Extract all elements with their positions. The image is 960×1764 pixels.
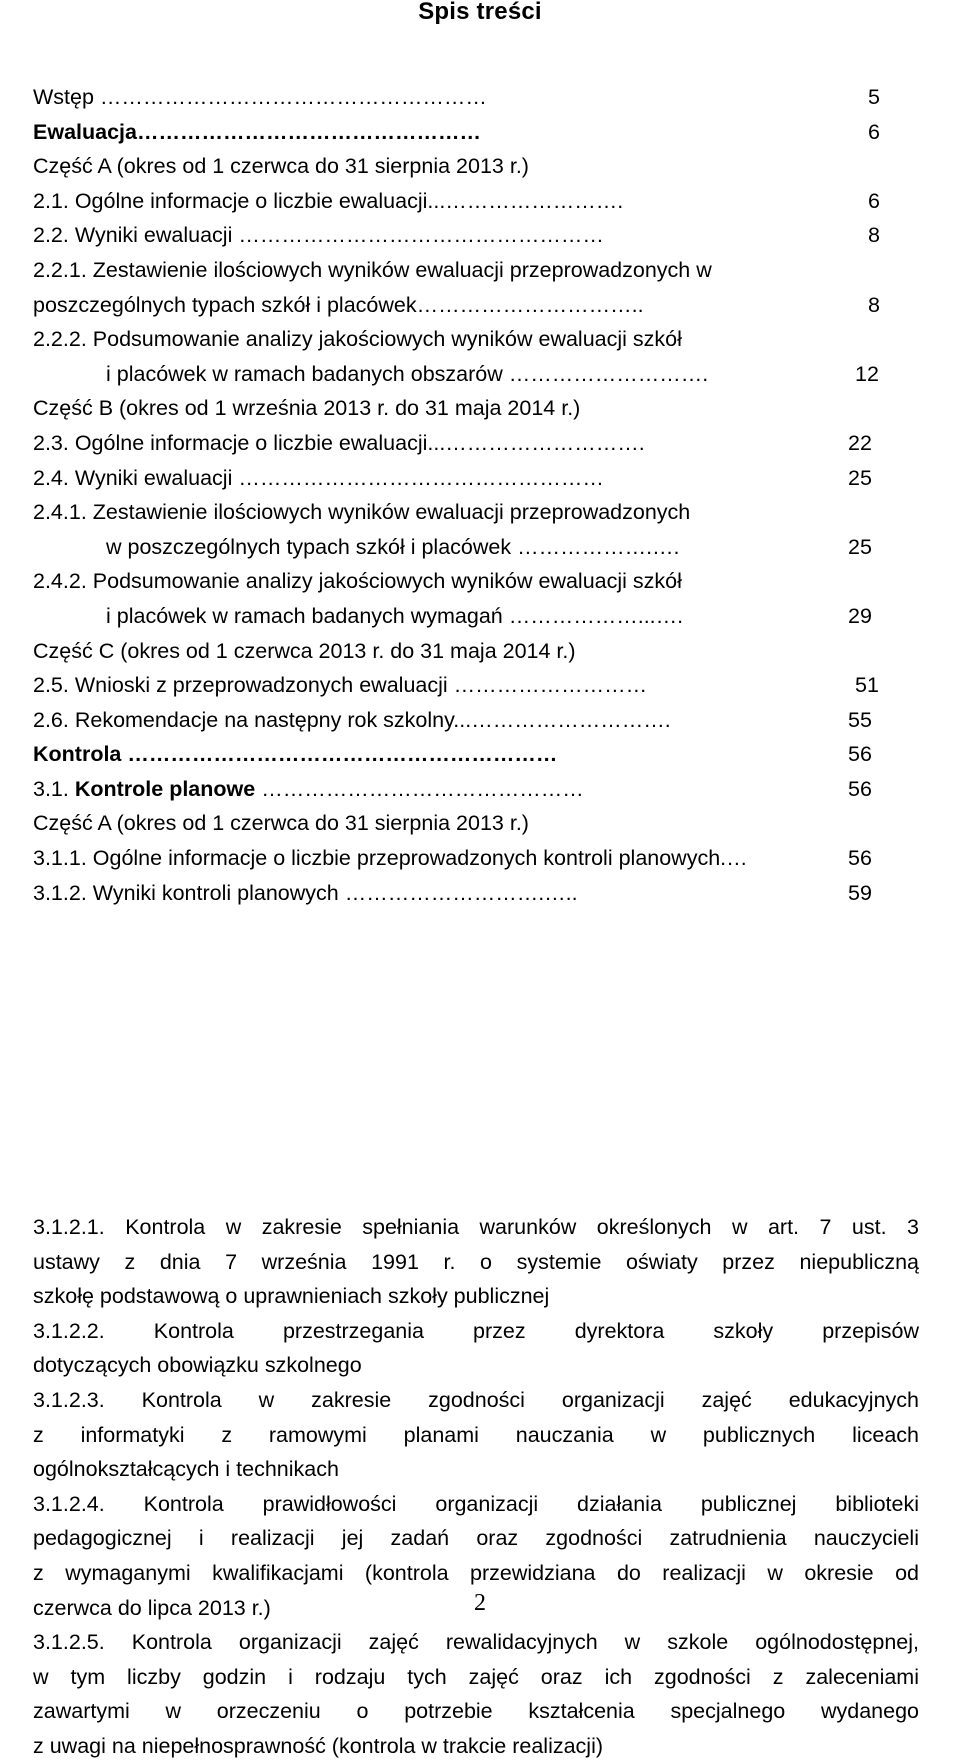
toc-entry-page: 56 bbox=[848, 776, 872, 801]
subsection-line: z uwagi na niepełnosprawność (kontrola w trakcie realizacji) bbox=[33, 1733, 604, 1758]
toc-entry[interactable] bbox=[33, 876, 925, 911]
toc-entry-page: 8 bbox=[868, 223, 880, 248]
toc-entry[interactable] bbox=[33, 391, 925, 426]
toc-entry[interactable] bbox=[33, 461, 925, 496]
subsection-line: 3.1.2.5. Kontrola organizacji zajęć rewalidacyjnych w szkole ogólnodostępnej, bbox=[33, 1630, 919, 1655]
page-number: 2 bbox=[474, 1590, 486, 1616]
toc-entry-title: Część A (okres od 1 czerwca do 31 sierpnia 2013 r.) bbox=[33, 154, 529, 179]
toc-entry[interactable] bbox=[33, 703, 925, 738]
toc-entry-title: 2.1. Ogólne informacje o liczbie ewaluacji...……………………. bbox=[33, 188, 624, 213]
toc-entry-page: 5 bbox=[868, 85, 880, 109]
toc-entry[interactable] bbox=[33, 634, 925, 669]
subsection-line: pedagogicznej i realizacji jej zadań oraz zgodności zatrudnienia nauczycieli bbox=[33, 1526, 919, 1551]
toc-entry-title: Część A (okres od 1 czerwca do 31 sierpnia 2013 r.) bbox=[33, 811, 529, 836]
toc-entry-page: 25 bbox=[848, 465, 872, 490]
toc-entry-page: 6 bbox=[868, 188, 880, 213]
toc-entry[interactable] bbox=[33, 253, 925, 288]
toc-entry-title: w poszczególnych typach szkół i placówek ……………….…. bbox=[106, 534, 680, 559]
toc-entry-page: 22 bbox=[848, 430, 872, 455]
subsection-line: ogólnokształcących i technikach bbox=[33, 1457, 339, 1482]
toc-entry[interactable] bbox=[33, 737, 925, 772]
toc-entry[interactable] bbox=[33, 530, 925, 565]
subsection-line: 3.1.2.1. Kontrola w zakresie spełniania warunków określonych w art. 7 ust. 3 bbox=[33, 1215, 919, 1239]
toc-entry-title: Kontrola …………………………………………………… bbox=[33, 742, 558, 767]
toc-entry-title: 2.4.1. Zestawienie ilościowych wyników ewaluacji przeprowadzonych bbox=[33, 500, 691, 525]
toc-entry-page: 59 bbox=[848, 880, 872, 905]
toc-subsection-entry[interactable] bbox=[33, 1625, 919, 1763]
subsection-line: zawartymi w orzeczeniu o potrzebie kształcenia specjalnego wydanego bbox=[33, 1699, 919, 1724]
toc-entry[interactable] bbox=[33, 322, 925, 357]
toc-entry[interactable] bbox=[33, 841, 925, 876]
subsection-line: w tym liczby godzin i rodzaju tych zajęć oraz ich zgodności z zaleceniami bbox=[33, 1664, 919, 1689]
toc-entry[interactable] bbox=[33, 218, 925, 253]
toc-entry[interactable] bbox=[33, 149, 925, 184]
toc-entry[interactable] bbox=[33, 357, 925, 392]
toc-entry-title: 2.2. Wyniki ewaluacji …………………………………………… bbox=[33, 223, 604, 248]
subsection-line: z wymaganymi kwalifikacjami (kontrola przewidziana do realizacji w okresie od bbox=[33, 1560, 919, 1585]
subsection-line: szkołę podstawową o uprawnieniach szkoły publicznej bbox=[33, 1284, 550, 1309]
toc-entry[interactable] bbox=[33, 806, 925, 841]
toc-entry-title-bold: Kontrole planowe bbox=[74, 776, 256, 801]
toc-entry[interactable] bbox=[33, 184, 925, 219]
subsection-line: ustawy z dnia 7 września 1991 r. o systemie oświaty przez niepubliczną bbox=[33, 1249, 919, 1274]
toc-entry[interactable] bbox=[33, 288, 925, 323]
toc-entry-title: 2.6. Rekomendacje na następny rok szkolny...………………………. bbox=[33, 707, 671, 732]
toc-entry-title: 2.4.2. Podsumowanie analizy jakościowych wyników ewaluacji szkół bbox=[33, 569, 682, 594]
toc-entry[interactable] bbox=[33, 564, 925, 599]
toc-entry-page: 56 bbox=[848, 846, 872, 871]
toc-entry-title: Ewaluacja………………………………………… bbox=[33, 119, 481, 144]
toc-entry-page: 8 bbox=[868, 292, 880, 317]
toc-entry-title: poszczególnych typach szkół i placówek………………………….. bbox=[33, 292, 644, 317]
toc-entry-title: i placówek w ramach badanych wymagań ………………...…. bbox=[106, 603, 684, 628]
toc-subsection-entry[interactable] bbox=[33, 1210, 919, 1314]
toc-entry-title: 2.4. Wyniki ewaluacji …………………………………………… bbox=[33, 465, 604, 490]
toc-entry[interactable] bbox=[33, 80, 925, 115]
toc-entry-title: 2.2.2. Podsumowanie analizy jakościowych wyników ewaluacji szkół bbox=[33, 327, 682, 352]
toc-entry[interactable] bbox=[33, 772, 925, 807]
toc-entry-title: 3.1.2. Wyniki kontroli planowych ……………………….….. bbox=[33, 880, 578, 905]
table-of-contents bbox=[33, 80, 925, 910]
toc-entry-page: 55 bbox=[848, 707, 872, 732]
toc-subsection-entry[interactable] bbox=[33, 1383, 919, 1487]
toc-entry-title: Część C (okres od 1 czerwca 2013 r. do 31 maja 2014 r.) bbox=[33, 638, 576, 663]
page-title: Spis treści bbox=[418, 0, 542, 25]
toc-entry[interactable] bbox=[33, 426, 925, 461]
toc-entry-page: 51 bbox=[855, 673, 879, 698]
subsection-line: 3.1.2.2. Kontrola przestrzegania przez dyrektora szkoły przepisów bbox=[33, 1318, 919, 1343]
toc-entry-page: 56 bbox=[848, 742, 872, 767]
toc-entry-title: 3.1.1. Ogólne informacje o liczbie przeprowadzonych kontroli planowych.… bbox=[33, 846, 748, 871]
toc-entry-title: i placówek w ramach badanych obszarów ………………………. bbox=[106, 361, 709, 386]
toc-entry-page: 29 bbox=[848, 603, 872, 628]
toc-entry-page: 12 bbox=[855, 361, 879, 386]
subsection-line: dotyczących obowiązku szkolnego bbox=[33, 1353, 362, 1378]
subsection-line: 3.1.2.4. Kontrola prawidłowości organizacji działania publicznej biblioteki bbox=[33, 1491, 919, 1516]
toc-entry-title: Część B (okres od 1 września 2013 r. do 31 maja 2014 r.) bbox=[33, 396, 581, 421]
toc-entry[interactable] bbox=[33, 115, 925, 150]
toc-entry-page: 6 bbox=[868, 119, 880, 144]
toc-entry-page: 25 bbox=[848, 534, 872, 559]
toc-subsection-entry[interactable] bbox=[33, 1314, 919, 1383]
subsection-line: czerwca do lipca 2013 r.) bbox=[33, 1595, 271, 1620]
toc-entry-title: 2.2.1. Zestawienie ilościowych wyników ewaluacji przeprowadzonych w bbox=[33, 257, 712, 282]
toc-entry-title: 2.3. Ogólne informacje o liczbie ewaluacji...………………………. bbox=[33, 430, 645, 455]
toc-entry-title: 3.1. Kontrole planowe ……………………………………… bbox=[33, 776, 584, 801]
toc-entry[interactable] bbox=[33, 668, 925, 703]
toc-entry[interactable] bbox=[33, 495, 925, 530]
toc-entry-title: 2.5. Wnioski z przeprowadzonych ewaluacji ……………………… bbox=[33, 673, 648, 698]
toc-entry[interactable] bbox=[33, 599, 925, 634]
subsection-line: 3.1.2.3. Kontrola w zakresie zgodności organizacji zajęć edukacyjnych bbox=[33, 1388, 919, 1412]
toc-entry-title: Wstęp ……………………………………………… bbox=[33, 85, 487, 109]
subsection-line: z informatyki z ramowymi planami nauczania w publicznych liceach bbox=[33, 1422, 919, 1447]
